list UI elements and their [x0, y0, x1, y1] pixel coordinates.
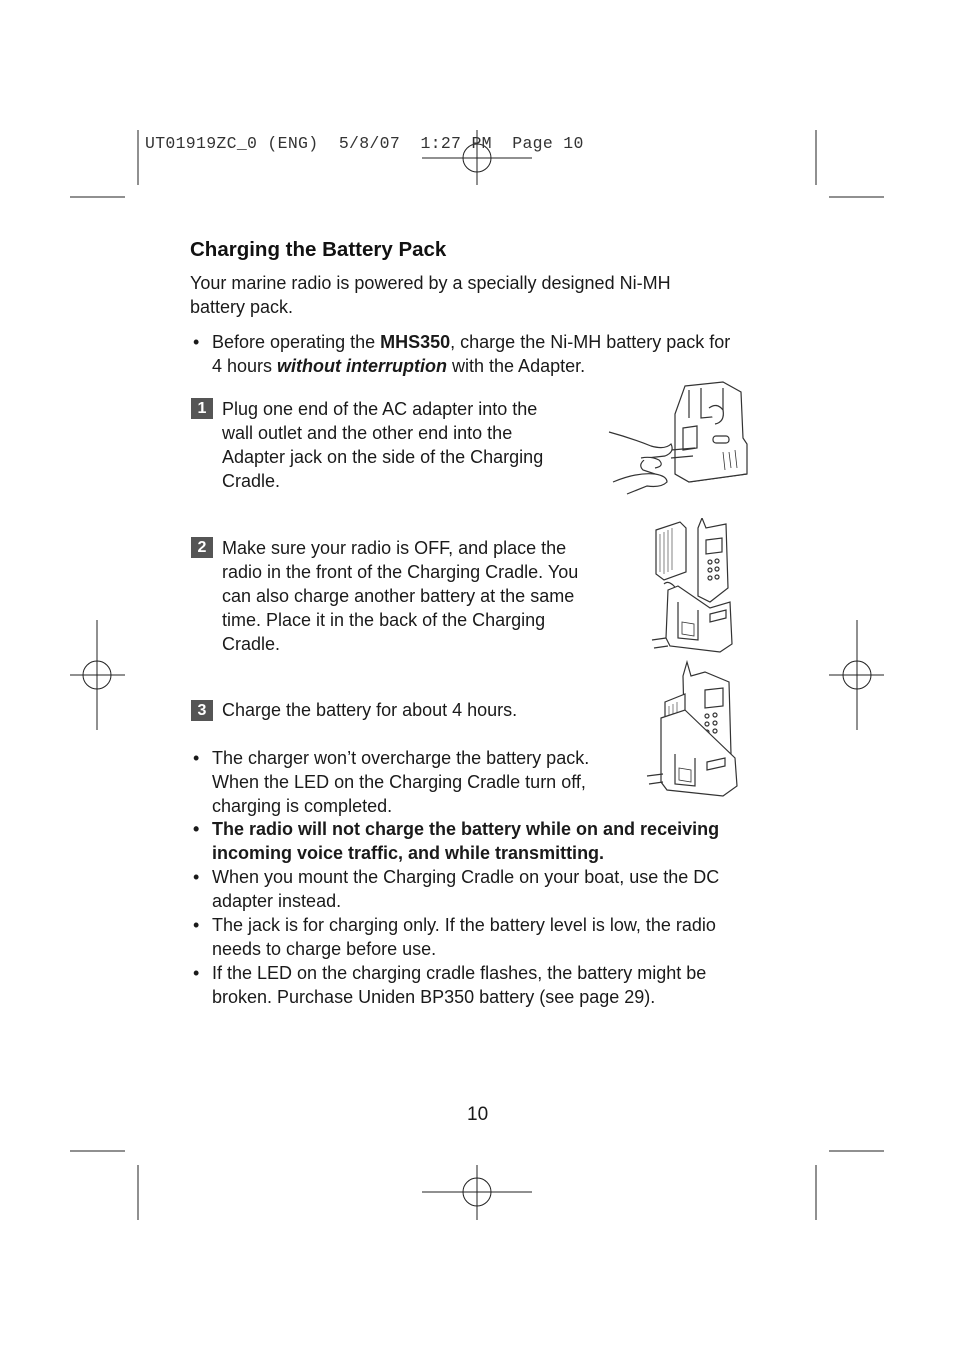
- note-no-charge-while-on: • The radio will not charge the battery while on and receiving incoming voice traffic, and while transmitting.: [193, 819, 720, 863]
- model-name: MHS350: [380, 332, 451, 352]
- step-3-text: Charge the battery for about 4 hours.: [222, 700, 518, 720]
- step-2-number: 2: [191, 537, 213, 558]
- step-1-text: Plug one end of the AC adapter into the wall outlet and the other end into the Adapter jack on the side of the Charging Cradle.: [222, 399, 544, 491]
- pre-operation-bullet: • Before operating the MHS350, charge the Ni-MH battery pack for 4 hours without interruption with the Adapter.: [193, 332, 731, 376]
- section-heading: Charging the Battery Pack: [190, 238, 447, 261]
- note-overcharge: • The charger won’t overcharge the battery pack. When the LED on the Charging Cradle turn off, charging is completed.: [193, 748, 590, 816]
- emphasis-text: without interruption: [277, 356, 448, 376]
- step-1-number: 1: [191, 398, 213, 419]
- page-number: 10: [467, 1104, 489, 1125]
- note-led-flashes: • If the LED on the charging cradle flashes, the battery might be broken. Purchase Uniden BP350 battery (see page 29).: [193, 963, 707, 1007]
- radio-battery-cradle-illustration: [650, 518, 740, 658]
- cradle-adapter-illustration: [605, 378, 755, 498]
- radio-in-cradle-illustration: [645, 658, 740, 798]
- intro-paragraph: Your marine radio is powered by a specially designed Ni-MH battery pack.: [190, 273, 671, 317]
- note-jack-charging-only: • The jack is for charging only. If the battery level is low, the radio needs to charge before use.: [193, 915, 716, 959]
- print-slug: UT01919ZC_0 (ENG) 5/8/07 1:27 PM Page 10: [145, 134, 584, 153]
- note-dc-adapter: • When you mount the Charging Cradle on your boat, use the DC adapter instead.: [193, 867, 720, 911]
- step-3-number: 3: [191, 700, 213, 721]
- step-2-text: Make sure your radio is OFF, and place the radio in the front of the Charging Cradle. You can also charge another battery at the same time. Place it in the back of the Charging Cradle.: [222, 538, 579, 654]
